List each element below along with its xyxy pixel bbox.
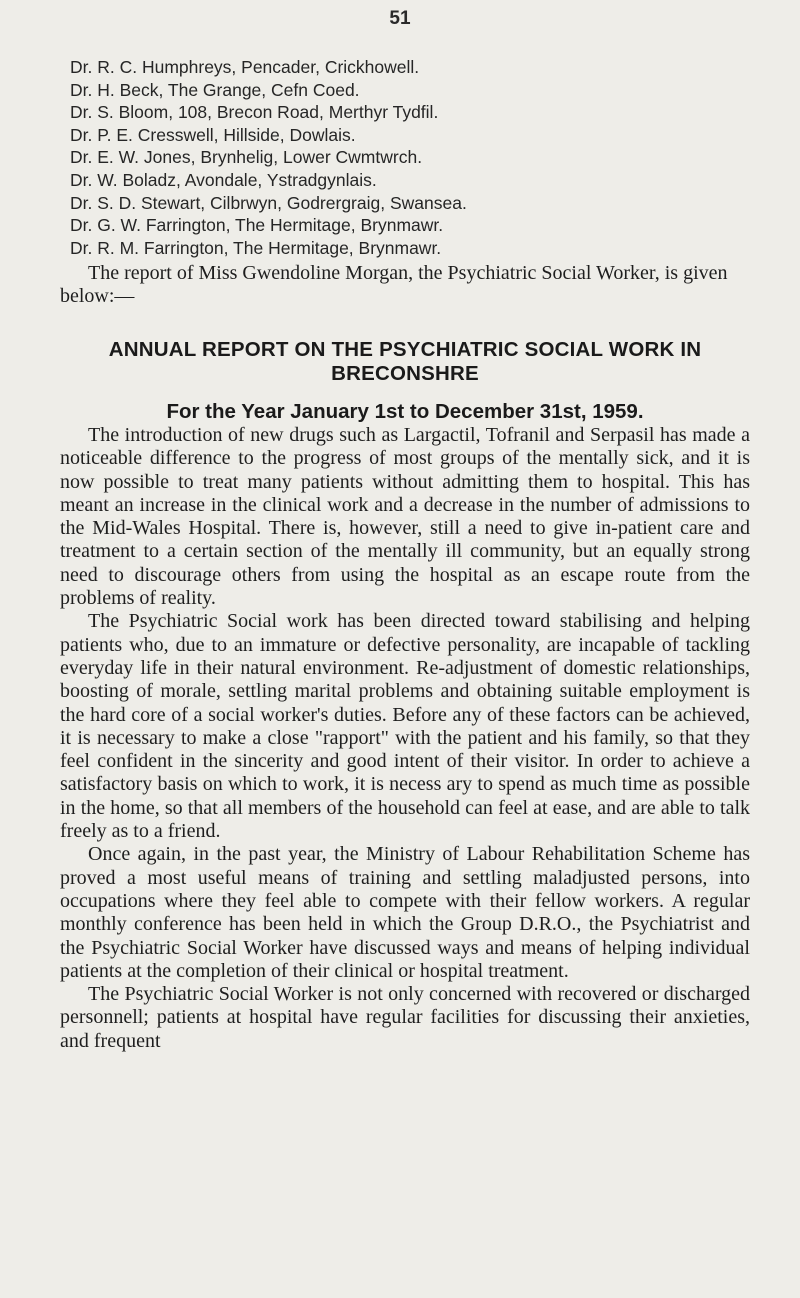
report-body [60,424,750,1053]
intro-paragraph: The report of Miss Gwendoline Morgan, the Psychiatric Social Worker, is given below:— [60,262,728,308]
body-paragraph: The Psychiatric Social Worker is not only concerned with recovered or discharged personnell; patients at hospital have regular facilities for discussing their anxieties, and frequent [60,983,750,1052]
doctor-address-list [70,56,770,259]
address-line: Dr. S. D. Stewart, Cilbrwyn, Godrergraig, Swansea. [70,192,467,213]
address-line: Dr. R. C. Humphreys, Pencader, Crickhowell. [70,57,420,77]
address-line: Dr. H. Beck, The Grange, Cefn Coed. [70,79,360,100]
address-line: Dr. S. Bloom, 108, Brecon Road, Merthyr Tydfil. [70,102,439,123]
report-period-heading: For the Year January 1st to December 31st, 1959. [166,400,644,423]
address-line: Dr. P. E. Cresswell, Hillside, Dowlais. [70,124,356,145]
body-paragraph: Once again, in the past year, the Ministry of Labour Rehabilitation Scheme has proved a most useful means of training and settling maladjusted persons, into occupations where they feel able to compete with their fellow workers. A regular monthly conference has been held in which the Group D.R.O., the Psychiatrist and the Psychiatric Social Worker have discussed ways and means of helping individual patients at the completion of their clinical or hospital treatment. [60,843,750,982]
address-line: Dr. E. W. Jones, Brynhelig, Lower Cwmtwrch. [70,147,423,168]
address-line: Dr. R. M. Farrington, The Hermitage, Brynmawr. [70,237,442,258]
body-paragraph: The introduction of new drugs such as Largactil, Tofranil and Serpasil has made a noticeable difference to the progress of most groups of the mentally sick, and it is now possible to treat many patients without admitting them to hospital. This has meant an increase in the clinical work and a decrease in the number of admissions to the Mid-Wales Hospital. There is, however, still a need to give in-patient care and treatment to a certain section of the mentally ill community, but an equally strong need to discourage others from using the hospital as an escape route from the problems of reality. [60,424,750,610]
page-number: 51 [389,8,411,29]
body-paragraph: The Psychiatric Social work has been directed toward stabilising and helping patients who, due to an immature or defective personality, are incapable of tackling everyday life in their natural environment. Re-adjustment of domestic relationships, boosting of morale, settling marital problems and obtaining suitable employment is the hard core of a social worker's duties. Before any of these factors can be achieved, it is necessary to make a close "rapport" with the patient and his family, so that they feel confident in the sincerity and good intent of their visitor. In order to achieve a satisfactory basis on which to work, it is necess ary to spend as much time as possible in the home, so that all members of the household can feel at ease, and are able to talk freely as to a friend. [60,610,750,843]
address-line: Dr. G. W. Farrington, The Hermitage, Brynmawr. [70,215,444,236]
address-line: Dr. W. Boladz, Avondale, Ystradgynlais. [70,169,377,190]
report-heading: ANNUAL REPORT ON THE PSYCHIATRIC SOCIAL WORK IN BRECONSHRE [108,338,702,385]
